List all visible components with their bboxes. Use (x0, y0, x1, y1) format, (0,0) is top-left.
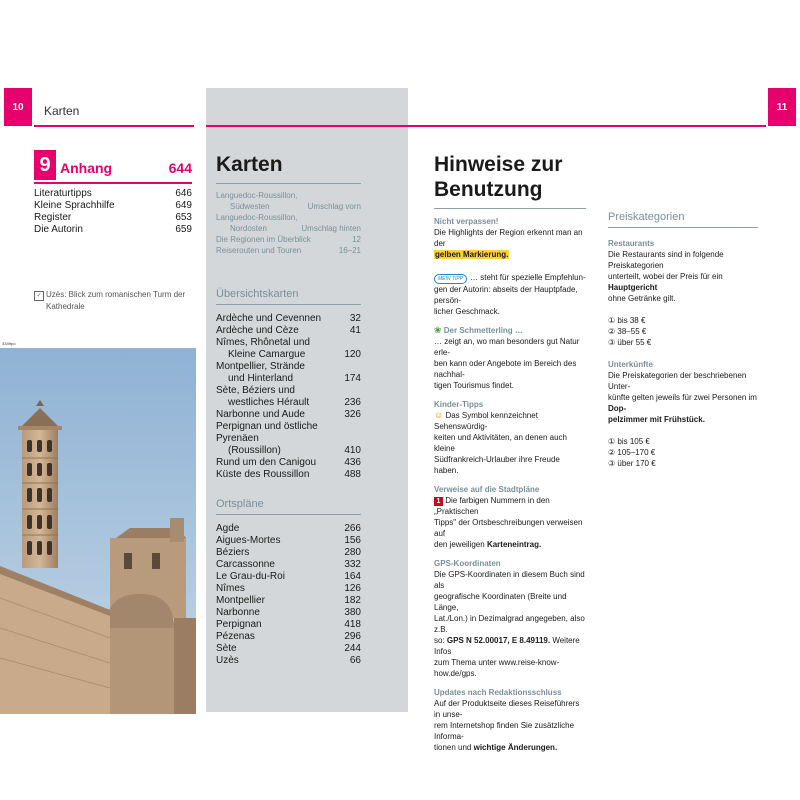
list-item-page: 266 (344, 523, 361, 534)
mein-tipp-label: MEIN TIPP (438, 276, 464, 282)
gps-text-4b: Weitere Infos (434, 636, 580, 656)
list-item[interactable] (216, 523, 361, 535)
list-item[interactable] (216, 655, 361, 667)
list-item-label: Uzès (216, 655, 239, 666)
list-item-label: Perpignan (216, 619, 262, 630)
restaurants-text-2: unterteilt, wobei der Preis für ein (608, 272, 723, 281)
gps-example: GPS N 52.00017, E 8.49119. (446, 636, 551, 645)
list-item[interactable] (216, 547, 361, 559)
list-item-label: Sète (216, 643, 237, 654)
chapter-number-badge (34, 150, 56, 180)
photo-caption: Uzès: Blick zum romanischen Turm der Kathedrale (46, 290, 186, 311)
nicht-verpassen-text: Die Highlights der Region erkennt man an der (434, 228, 583, 248)
running-head: Karten (44, 104, 80, 118)
hinweise-rule (434, 208, 586, 209)
list-item[interactable] (216, 325, 361, 337)
schmetterling-heading: Der Schmetterling … (443, 326, 523, 335)
list-item[interactable] (216, 337, 361, 349)
schmetterling-text-3: tigen Tourismus findet. (434, 381, 514, 390)
karten-heading: Karten (216, 153, 283, 176)
list-item-label: Nîmes, Rhônetal und (216, 337, 310, 348)
toc-entry-label: Kleine Sprachhilfe (34, 200, 115, 211)
updates-text-3: tionen und (434, 743, 472, 752)
list-item-label: und Hinterland (228, 373, 294, 384)
list-item-page: 380 (344, 607, 361, 618)
map-link-page: 16–21 (338, 246, 361, 255)
toc-entry-page: 659 (175, 224, 192, 235)
orts-heading: Ortspläne (216, 498, 264, 510)
map-link[interactable] (216, 245, 361, 256)
verweise-text-1: Die farbigen Nummern in den „Praktischen (434, 496, 550, 516)
list-item[interactable] (216, 619, 361, 631)
list-item[interactable] (216, 583, 361, 595)
hinweise-body (434, 216, 586, 753)
list-item-page: 126 (344, 583, 361, 594)
verweise-heading: Verweise auf die Stadtpläne (434, 485, 540, 494)
list-item-page: 182 (344, 595, 361, 606)
map-link-page: 12 (352, 235, 361, 244)
toc-entry[interactable] (34, 212, 192, 224)
toc-entry[interactable] (34, 188, 192, 200)
list-item[interactable] (216, 469, 361, 481)
list-item-label: Montpellier (216, 595, 265, 606)
verweise-text-2: Tipps" der Ortsbeschreibungen verweisen auf (434, 518, 583, 538)
list-item-page: 32 (349, 313, 361, 324)
kinder-heading: Kinder-Tipps (434, 400, 484, 409)
map-link-label: Languedoc-Roussillon, (216, 213, 298, 222)
list-item[interactable] (216, 643, 361, 655)
gps-text-3: Lat./Lon.) in Dezimalgrad angegeben, also z.B. (434, 614, 585, 634)
list-item-page: 410 (344, 445, 361, 456)
list-item[interactable] (216, 457, 361, 469)
list-item[interactable] (216, 559, 361, 571)
uebersicht-heading: Übersichtskarten (216, 288, 299, 300)
orts-rule (216, 514, 361, 515)
header-rule-right (206, 125, 766, 127)
mein-tipp-block (434, 272, 586, 317)
schmetterling-text-2: ben kann oder Angebote im Bereich des nachhal- (434, 359, 577, 379)
list-item-label: Ardèche und Cevennen (216, 313, 322, 324)
mein-tipp-text-2: gen der Autorin: abseits der Hauptpfade, persön- (434, 285, 578, 305)
chapter-page: 644 (168, 160, 192, 176)
hauptgericht: Hauptgericht (608, 283, 658, 292)
list-item-page: 174 (344, 373, 361, 384)
toc-entry[interactable] (34, 224, 192, 236)
page-number-left-text: 10 (12, 101, 24, 113)
child-icon: ☺ (434, 410, 444, 420)
kinder-text-2: keiten und Aktivitäten, an denen auch kleine (434, 433, 567, 453)
list-item-label: Le Grau-du-Roi (216, 571, 285, 582)
updates-text-1: Auf der Produktseite dieses Reiseführers in unse- (434, 699, 580, 719)
uebersicht-heading-block (216, 288, 361, 305)
list-item-label: (Roussillon) (228, 445, 281, 456)
price-item: ③ über 55 € (608, 338, 652, 347)
list-item[interactable] (216, 313, 361, 325)
kinder-text-3: Südfrankreich-Urlauber ihre Freude haben. (434, 455, 560, 475)
map-link-label: Nordosten (230, 224, 267, 233)
mein-tipp-icon (434, 274, 467, 284)
list-item[interactable] (216, 445, 361, 457)
chapter-rule (34, 182, 192, 184)
doppelzimmer-1: Dop- (608, 404, 627, 413)
gps-block (434, 558, 586, 679)
list-item[interactable] (216, 421, 361, 445)
toc-entry-page: 649 (175, 200, 192, 211)
kinder-block (434, 399, 586, 476)
unterkuenfte-price-list (608, 436, 758, 469)
map-link[interactable] (216, 201, 361, 212)
hinweise-title-line1: Hinweise zur (434, 153, 563, 176)
map-link-label: Die Regionen im Überblick (216, 235, 311, 244)
list-item-page: 332 (344, 559, 361, 570)
uebersicht-rule (216, 304, 361, 305)
map-number-icon (434, 497, 443, 506)
map-number-value: 1 (436, 498, 441, 505)
toc-entry-page: 646 (175, 188, 192, 199)
list-item-label: Béziers (216, 547, 250, 558)
price-item: ② 38–55 € (608, 327, 647, 336)
list-item[interactable] (216, 607, 361, 619)
restaurants-text-3: ohne Getränke gilt. (608, 294, 676, 303)
hinweise-title-line2: Benutzung (434, 178, 543, 201)
list-item-page: 326 (344, 409, 361, 420)
gps-text-5: zum Thema unter www.reise-know-how.de/gps. (434, 658, 560, 678)
list-item-page: 156 (344, 535, 361, 546)
price-item: ① bis 105 € (608, 437, 650, 446)
chapter-toc (34, 188, 192, 236)
map-link[interactable] (216, 234, 361, 245)
chapter-title: Anhang (60, 160, 113, 176)
butterfly-icon: ❀ (434, 325, 442, 335)
list-item-page: 164 (344, 571, 361, 582)
list-item[interactable] (216, 409, 361, 421)
toc-entry-label: Literaturtipps (34, 188, 92, 199)
gps-text-1: Die GPS-Koordinaten in diesem Buch sind als (434, 570, 585, 590)
list-item-label: Narbonne und Aude (216, 409, 305, 420)
map-link[interactable] (216, 223, 361, 234)
mein-tipp-text-1: … steht für spezielle Empfehlun- (470, 273, 586, 282)
list-item-label: Pézenas (216, 631, 255, 642)
list-item-label: Perpignan und östliche Pyrenäen (216, 421, 318, 444)
restaurants-heading: Restaurants (608, 239, 655, 248)
list-item-page: 244 (344, 643, 361, 654)
orts-list (216, 523, 361, 667)
mein-tipp-text-3: licher Geschmack. (434, 307, 500, 316)
toc-entry-label: Register (34, 212, 72, 223)
list-item-page: 488 (344, 469, 361, 480)
list-item-label: westliches Hérault (228, 397, 310, 408)
list-item-label: Montpellier, Strände (216, 361, 305, 372)
map-link-label: Südwesten (230, 202, 270, 211)
schmetterling-text-1: … zeigt an, wo man besonders gut Natur erle- (434, 337, 580, 357)
chapter-number: 9 (39, 153, 51, 176)
list-item[interactable] (216, 535, 361, 547)
list-item-label: Kleine Camargue (228, 349, 306, 360)
updates-block (434, 687, 586, 753)
verweise-block (434, 484, 586, 550)
list-item-label: Rund um den Canigou (216, 457, 317, 468)
restaurants-price-list (608, 315, 758, 348)
gps-heading: GPS-Koordinaten (434, 559, 501, 568)
price-item: ① bis 38 € (608, 316, 646, 325)
orts-heading-block (216, 498, 361, 515)
gps-text-4a: so: (434, 636, 445, 645)
list-item[interactable] (216, 361, 361, 373)
list-item[interactable] (216, 397, 361, 409)
list-item-page: 66 (349, 655, 361, 666)
map-link-page: Umschlag vorn (307, 202, 361, 211)
list-item-label: Ardèche und Cèze (216, 325, 299, 336)
list-item-page: 296 (344, 631, 361, 642)
gelbe-markierung: gelben Markierung. (435, 250, 509, 259)
list-item-page: 436 (344, 457, 361, 468)
map-link-label: Reiserouten und Touren (216, 246, 302, 255)
preise-rule (608, 227, 758, 228)
unterkuenfte-heading: Unterkünfte (608, 360, 653, 369)
list-item[interactable] (216, 373, 361, 385)
price-item: ② 105–170 € (608, 448, 656, 457)
unterkuenfte-text-2: künfte gelten jeweils für zwei Personen im (608, 393, 757, 402)
list-item-label: Sète, Béziers und (216, 385, 295, 396)
list-item-page: 280 (344, 547, 361, 558)
map-link[interactable] (216, 190, 361, 201)
list-item[interactable] (216, 631, 361, 643)
toc-entry[interactable] (34, 200, 192, 212)
list-item[interactable] (216, 595, 361, 607)
list-item-page: 120 (344, 349, 361, 360)
header-rule-left (34, 125, 194, 127)
karten-rule (216, 183, 361, 184)
list-item[interactable] (216, 571, 361, 583)
page-number-right (768, 88, 796, 126)
map-link-page: Umschlag hinten (301, 224, 361, 233)
karteneintrag: Karteneintrag. (486, 540, 542, 549)
cathedral-tower-illustration (0, 348, 196, 714)
preise-block (608, 212, 758, 469)
map-link-label: Languedoc-Roussillon, (216, 191, 298, 200)
list-item[interactable] (216, 349, 361, 361)
kinder-text-1: Das Symbol kennzeichnet Sehenswürdig- (434, 411, 538, 431)
page-number-left (4, 88, 32, 126)
hinweise-title-block (434, 152, 586, 209)
map-link[interactable] (216, 212, 361, 223)
list-item-page: 418 (344, 619, 361, 630)
fixed-maps-list (216, 190, 361, 256)
restaurants-text-1: Die Restaurants sind in folgende Preiskategorien (608, 250, 724, 270)
list-item-label: Narbonne (216, 607, 260, 618)
price-item: ③ über 170 € (608, 459, 656, 468)
schmetterling-block (434, 325, 586, 391)
gps-text-2: geografische Koordinaten (Breite und Länge, (434, 592, 567, 612)
list-item[interactable] (216, 385, 361, 397)
list-item-label: Nîmes (216, 583, 245, 594)
updates-text-2: rem Internetshop finden Sie zusätzliche Informa- (434, 721, 575, 741)
list-item-page: 236 (344, 397, 361, 408)
karten-title (216, 152, 361, 184)
toc-entry-page: 653 (175, 212, 192, 223)
list-item-label: Küste des Roussillon (216, 469, 310, 480)
list-item-label: Aigues-Mortes (216, 535, 281, 546)
photo-code: 334frpo (2, 341, 16, 346)
updates-bold: wichtige Änderungen. (473, 743, 558, 752)
toc-entry-label: Die Autorin (34, 224, 83, 235)
list-item-label: Agde (216, 523, 240, 534)
unterkuenfte-text-1: Die Preiskategorien der beschriebenen Unter- (608, 371, 747, 391)
nicht-verpassen-heading: Nicht verpassen! (434, 217, 499, 226)
doppelzimmer-2: pelzimmer mit Frühstück. (608, 415, 705, 424)
list-item-label: Carcassonne (216, 559, 275, 570)
verweise-text-3: den jeweiligen (434, 540, 485, 549)
uebersicht-list (216, 313, 361, 481)
page-number-right-text: 11 (776, 101, 788, 113)
preise-heading: Preiskategorien (608, 211, 685, 223)
updates-heading: Updates nach Redaktionsschluss (434, 688, 562, 697)
list-item-page: 41 (349, 325, 361, 336)
image-icon: ✓ (34, 291, 44, 301)
cathedral-tower-photo (0, 348, 196, 714)
